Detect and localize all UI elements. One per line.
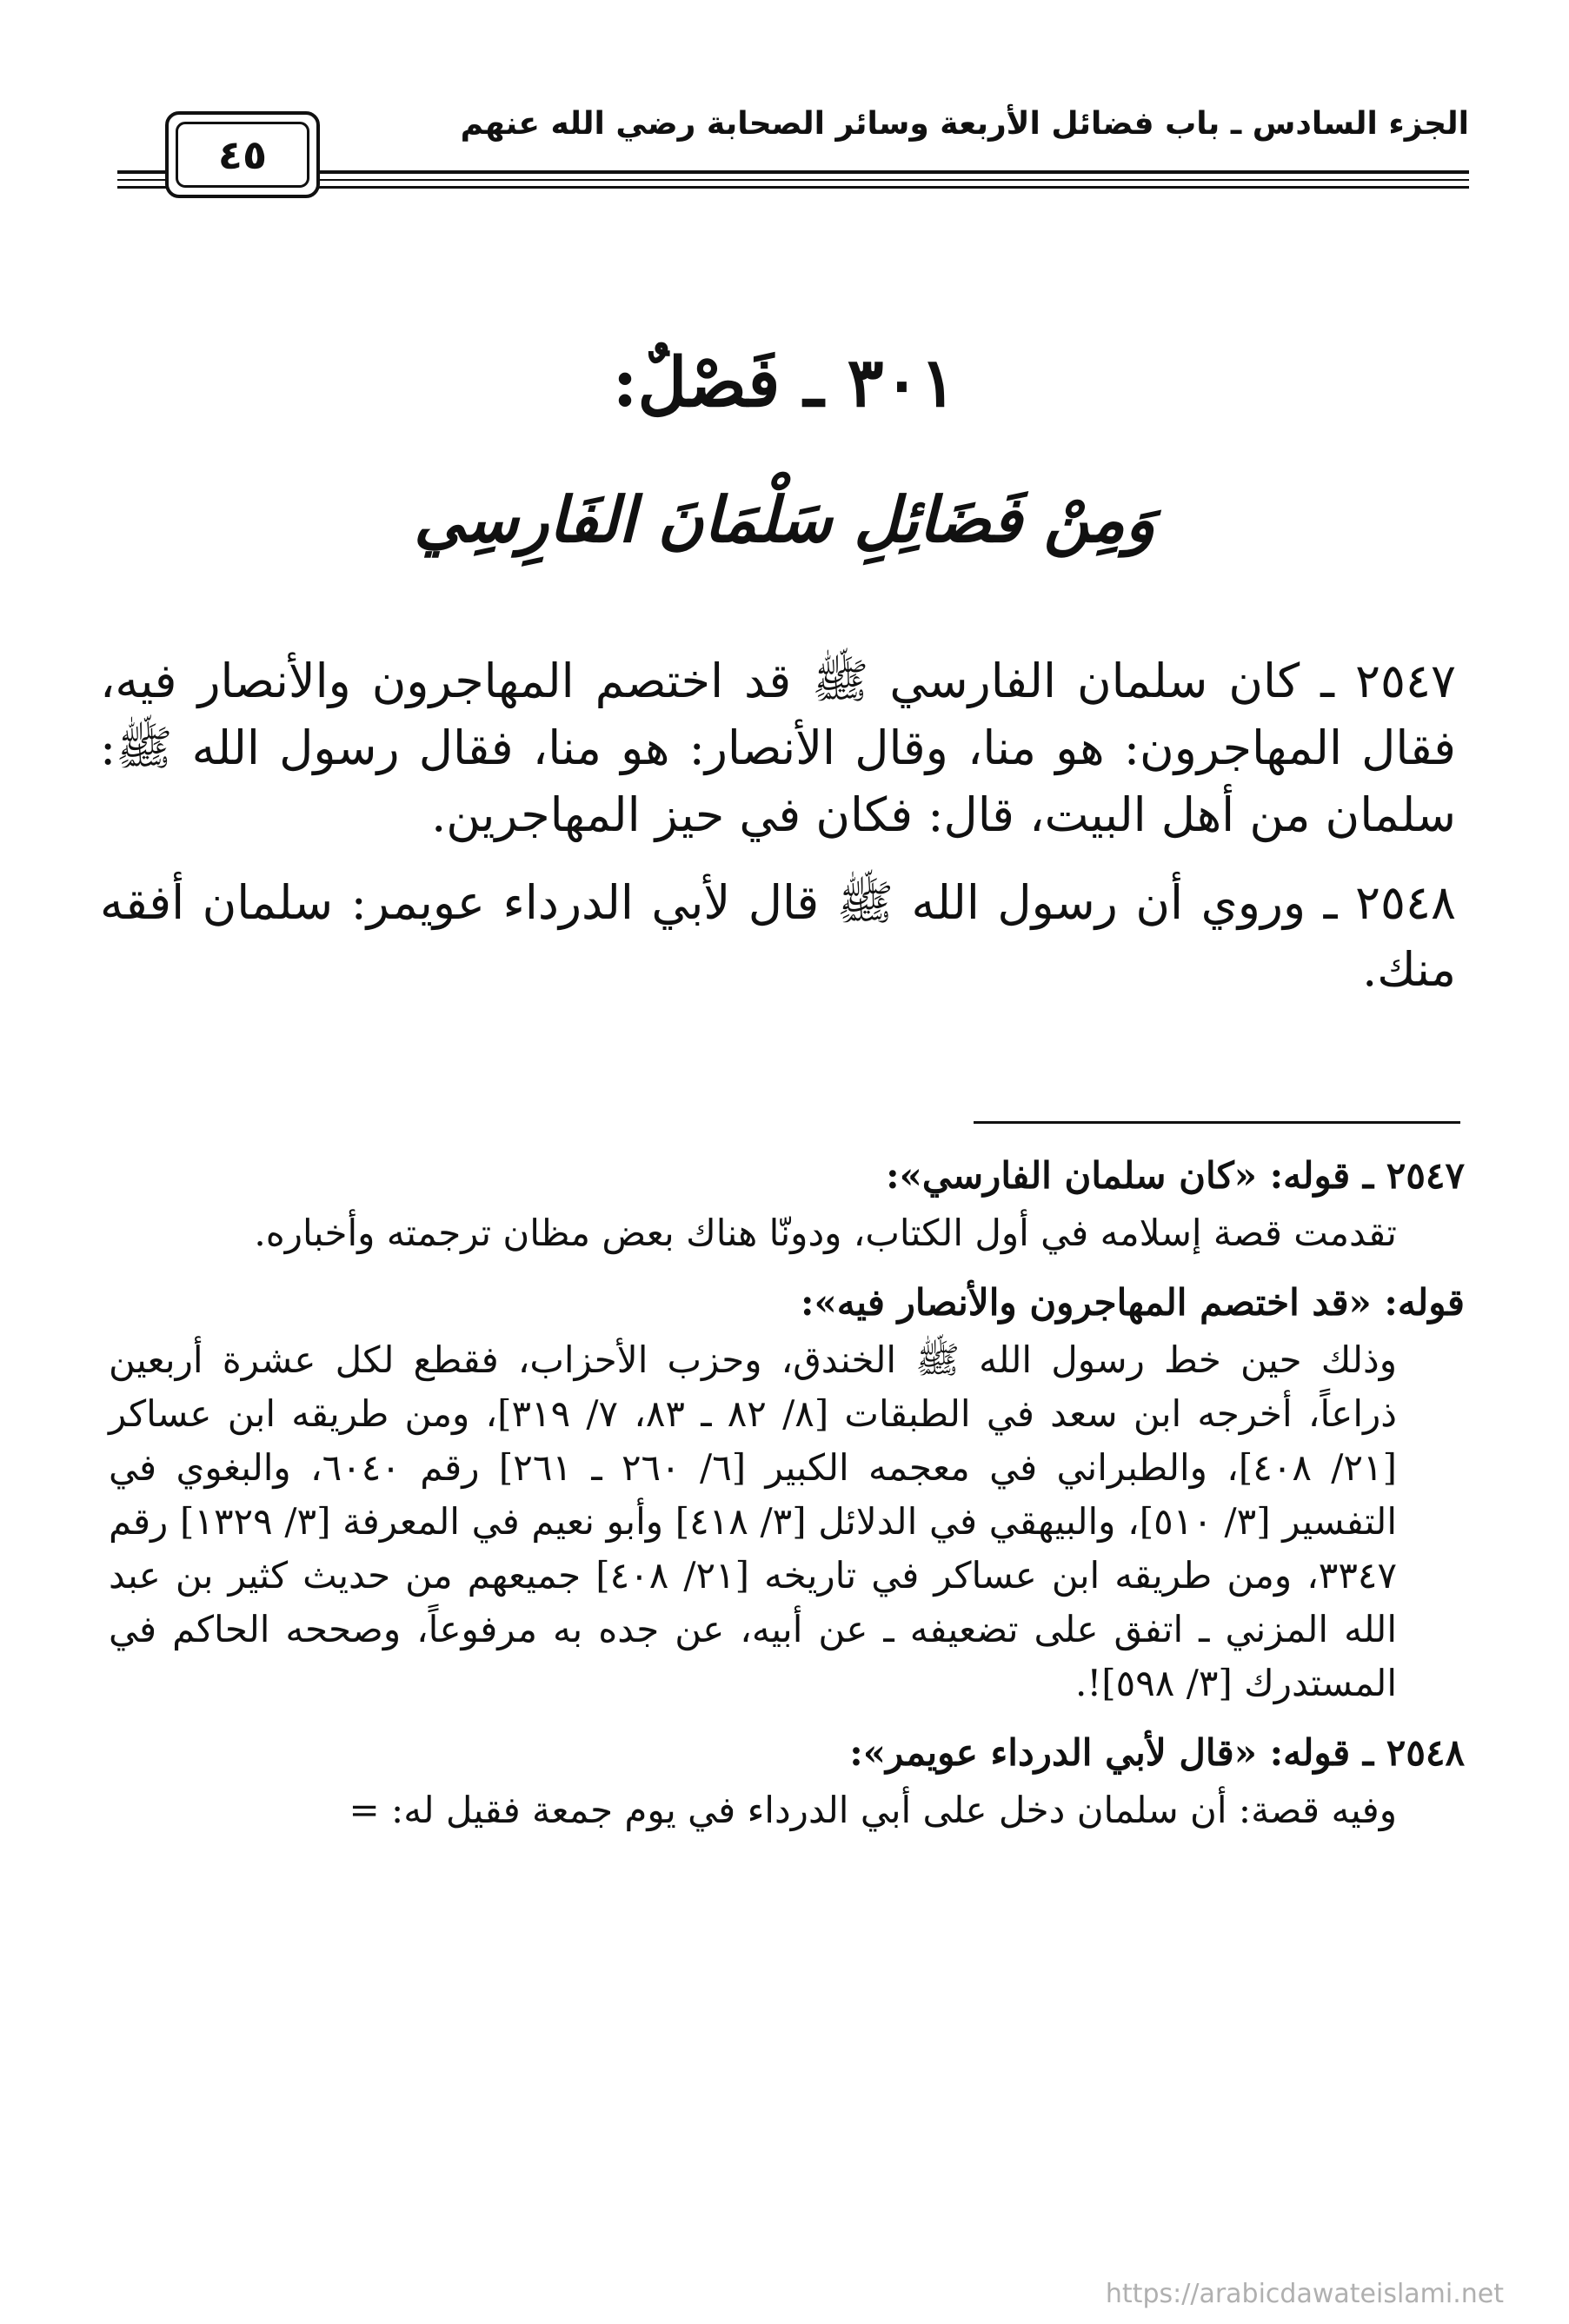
commentary-heading-dispute: قوله: «قد اختصم المهاجرون والأنصار فيه»: [800,1281,1465,1324]
running-title: الجزء السادس ـ باب فضائل الأربعة وسائر الصحابة رضي الله عنهم [460,106,1469,142]
footnote-separator [974,1121,1460,1124]
commentary-body-dispute: وذلك حين خط رسول الله ﷺ الخندق، وحزب الأحزاب، فقطع لكل عشرة أربعين ذراعاً، أخرجه ابن سعد في الطبقات [٨/ ٨٢ ـ ٨٣، ٧/ ٣١٩]، ومن طريقه ابن عساكر [٢١/ ٤٠٨]، والطبراني في معجمه الكبير [٦/ ٢٦٠ ـ ٢٦١] رقم ٦٠٤٠، والبغوي في التفسير [٣/ ٥١٠]، والبيهقي في الدلائل [٣/ ٤١٨] وأبو نعيم في المعرفة [٣/ ١٣٢٩] رقم ٣٣٤٧، ومن طريقه ابن عساكر في تاريخه [٢١/ ٤٠٨] جميعهم من حديث كثير بن عبد الله المزني ـ اتفق على تضعيفه ـ عن أبيه، عن جده به مرفوعاً، وصححه الحاكم في المستدرك [٣/ ٥٩٨]!. [109,1338,1397,1704]
page-number-frame [165,111,320,198]
commentary-heading-2548: ٢٥٤٨ ـ قوله: «قال لأبي الدرداء عويمر»: [849,1731,1465,1774]
commentary [109,1149,1465,1837]
commentary-heading-2547: ٢٥٤٧ ـ قوله: «كان سلمان الفارسي»: [886,1154,1465,1197]
page-number: ٤٥ [176,122,309,188]
header-rule-top [117,170,1469,174]
commentary-body-2547: تقدمت قصة إسلامه في أول الكتاب، ودونّا هناك بعض مظان ترجمته وأخباره. [254,1212,1397,1254]
section-subheading: وَمِنْ فَضَائِلِ سَلْمَانَ الفَارِسِي [414,482,1155,556]
watermark-url: https://arabicdawateislami.net [1105,2279,1504,2309]
header-rule-middle [117,179,1469,181]
main-text [100,647,1456,1024]
section-heading: ٣٠١ ـ فَصْلٌ: [612,343,957,422]
header-rule-bottom [117,186,1469,189]
hadith-2547: ٢٥٤٧ ـ كان سلمان الفارسي ﷺ قد اختصم المهاجرون والأنصار فيه، فقال المهاجرون: هو منا، وقال الأنصار: هو منا، فقال رسول الله ﷺ: سلمان من أهل البيت، قال: فكان في حيز المهاجرين. [100,654,1456,842]
hadith-2548: ٢٥٤٨ ـ وروي أن رسول الله ﷺ قال لأبي الدرداء عويمر: سلمان أفقه منك. [100,875,1456,997]
commentary-body-2548: وفيه قصة: أن سلمان دخل على أبي الدرداء في يوم جمعة فقيل له: = [349,1789,1397,1831]
